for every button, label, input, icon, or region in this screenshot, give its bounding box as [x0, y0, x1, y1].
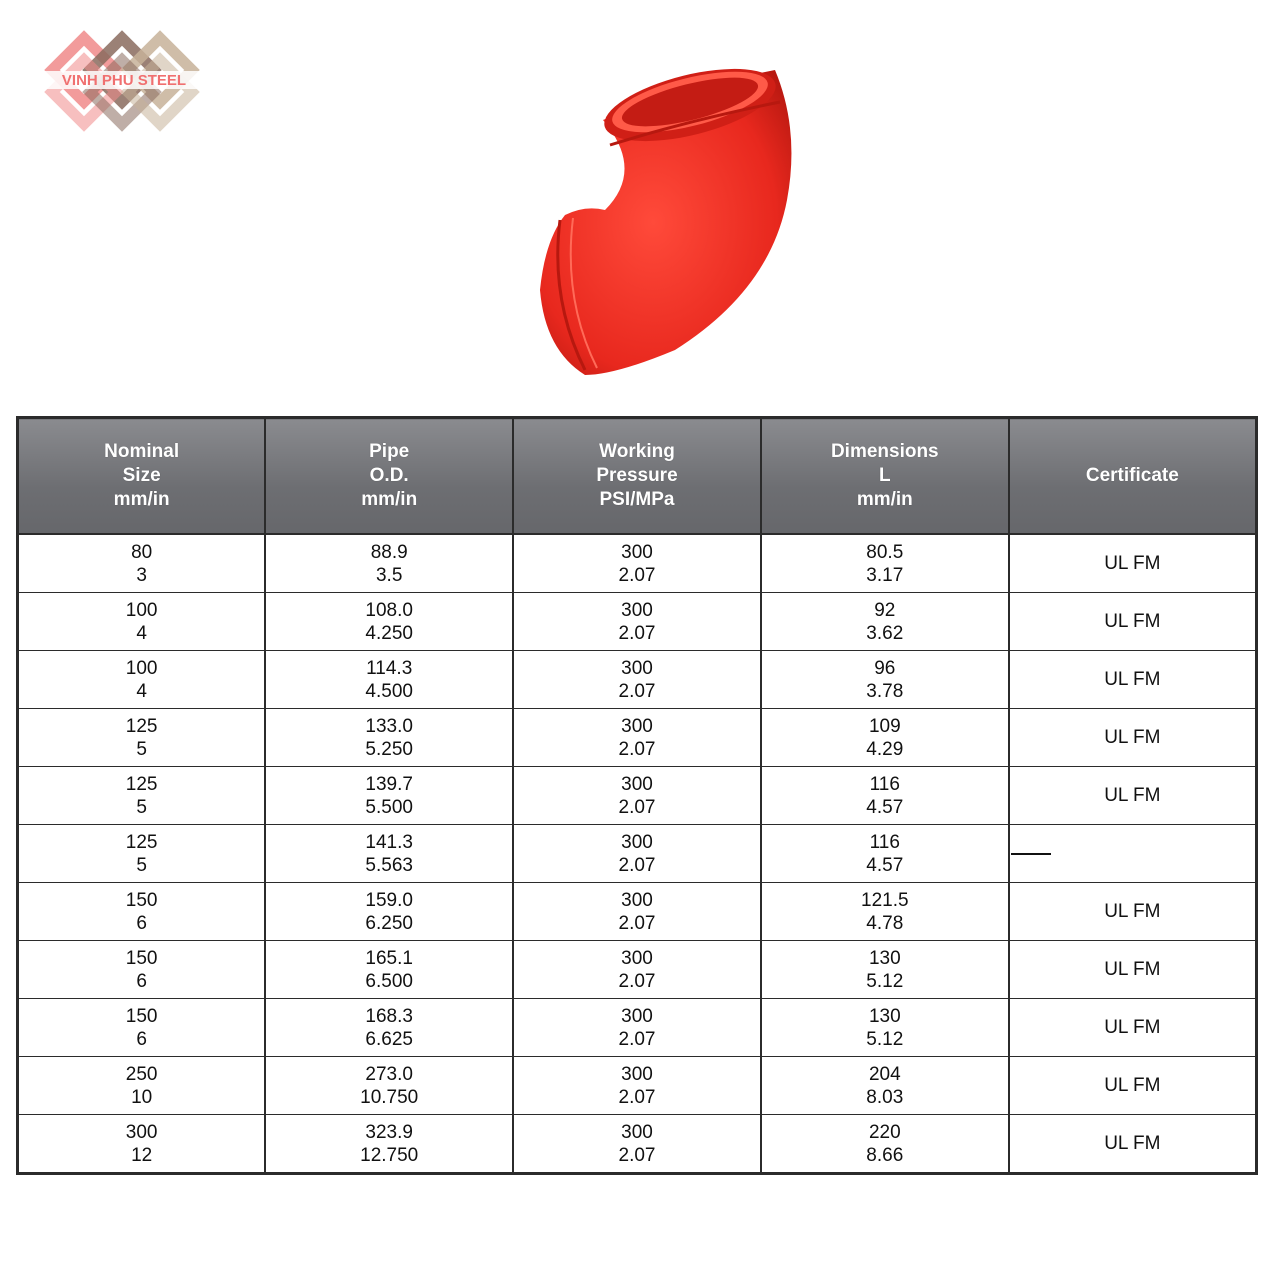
table-row: [18, 999, 1257, 1057]
nominal-size-cell: 125 5: [18, 709, 266, 767]
pipe-od-cell: 168.3 6.625: [265, 999, 513, 1057]
dimensions-cell: 130 5.12: [761, 999, 1009, 1057]
certificate-cell: [1009, 825, 1257, 883]
table-header-row: [18, 418, 1257, 535]
working-pressure-cell: 300 2.07: [513, 651, 761, 709]
pipe-od-cell: 159.0 6.250: [265, 883, 513, 941]
working-pressure-cell: 300 2.07: [513, 534, 761, 593]
no-certificate-dash: [1011, 853, 1051, 855]
certificate-cell: UL FM: [1009, 1115, 1257, 1174]
certificate-cell: UL FM: [1009, 1057, 1257, 1115]
pipe-od-cell: 108.0 4.250: [265, 593, 513, 651]
table-row: [18, 534, 1257, 593]
nominal-size-cell: 150 6: [18, 883, 266, 941]
nominal-size-cell: 300 12: [18, 1115, 266, 1174]
grooved-elbow-fitting-image: [525, 50, 810, 390]
dimensions-cell: 204 8.03: [761, 1057, 1009, 1115]
working-pressure-cell: 300 2.07: [513, 593, 761, 651]
certificate-cell: UL FM: [1009, 651, 1257, 709]
dimensions-cell: 116 4.57: [761, 767, 1009, 825]
header-dimensions: Dimensions L mm/in: [761, 418, 1009, 535]
header-pipe-od: Pipe O.D. mm/in: [265, 418, 513, 535]
table-row: [18, 709, 1257, 767]
table-row: [18, 651, 1257, 709]
header-nominal-size: Nominal Size mm/in: [18, 418, 266, 535]
nominal-size-cell: 150 6: [18, 999, 266, 1057]
nominal-size-cell: 125 5: [18, 825, 266, 883]
certificate-cell: UL FM: [1009, 941, 1257, 999]
pipe-od-cell: 141.3 5.563: [265, 825, 513, 883]
dimensions-cell: 80.5 3.17: [761, 534, 1009, 593]
table-row: [18, 767, 1257, 825]
certificate-cell: UL FM: [1009, 767, 1257, 825]
pipe-od-cell: 165.1 6.500: [265, 941, 513, 999]
table-row: [18, 1115, 1257, 1174]
working-pressure-cell: 300 2.07: [513, 825, 761, 883]
pipe-od-cell: 139.7 5.500: [265, 767, 513, 825]
table-row: [18, 825, 1257, 883]
pipe-od-cell: 323.9 12.750: [265, 1115, 513, 1174]
certificate-cell: UL FM: [1009, 709, 1257, 767]
vinh-phu-steel-logo: [44, 30, 204, 134]
dimensions-cell: 116 4.57: [761, 825, 1009, 883]
table-row: [18, 883, 1257, 941]
header-certificate: Certificate: [1009, 418, 1257, 535]
dimensions-cell: 220 8.66: [761, 1115, 1009, 1174]
dimensions-cell: 121.5 4.78: [761, 883, 1009, 941]
nominal-size-cell: 125 5: [18, 767, 266, 825]
nominal-size-cell: 100 4: [18, 593, 266, 651]
svg-text:VINH PHU STEEL: VINH PHU STEEL: [61, 72, 187, 89]
working-pressure-cell: 300 2.07: [513, 709, 761, 767]
pipe-od-cell: 133.0 5.250: [265, 709, 513, 767]
nominal-size-cell: 100 4: [18, 651, 266, 709]
table-row: [18, 941, 1257, 999]
pipe-od-cell: 114.3 4.500: [265, 651, 513, 709]
dimensions-cell: 92 3.62: [761, 593, 1009, 651]
certificate-cell: UL FM: [1009, 883, 1257, 941]
pipe-od-cell: 88.9 3.5: [265, 534, 513, 593]
working-pressure-cell: 300 2.07: [513, 1057, 761, 1115]
dimensions-cell: 96 3.78: [761, 651, 1009, 709]
nominal-size-cell: 80 3: [18, 534, 266, 593]
table-row: [18, 593, 1257, 651]
dimensions-cell: 130 5.12: [761, 941, 1009, 999]
working-pressure-cell: 300 2.07: [513, 941, 761, 999]
specification-table: [16, 416, 1258, 1175]
certificate-cell: UL FM: [1009, 999, 1257, 1057]
working-pressure-cell: 300 2.07: [513, 999, 761, 1057]
certificate-cell: UL FM: [1009, 593, 1257, 651]
working-pressure-cell: 300 2.07: [513, 767, 761, 825]
certificate-cell: UL FM: [1009, 534, 1257, 593]
header-working-pressure: Working Pressure PSI/MPa: [513, 418, 761, 535]
working-pressure-cell: 300 2.07: [513, 883, 761, 941]
working-pressure-cell: 300 2.07: [513, 1115, 761, 1174]
dimensions-cell: 109 4.29: [761, 709, 1009, 767]
nominal-size-cell: 150 6: [18, 941, 266, 999]
pipe-od-cell: 273.0 10.750: [265, 1057, 513, 1115]
table-row: [18, 1057, 1257, 1115]
nominal-size-cell: 250 10: [18, 1057, 266, 1115]
